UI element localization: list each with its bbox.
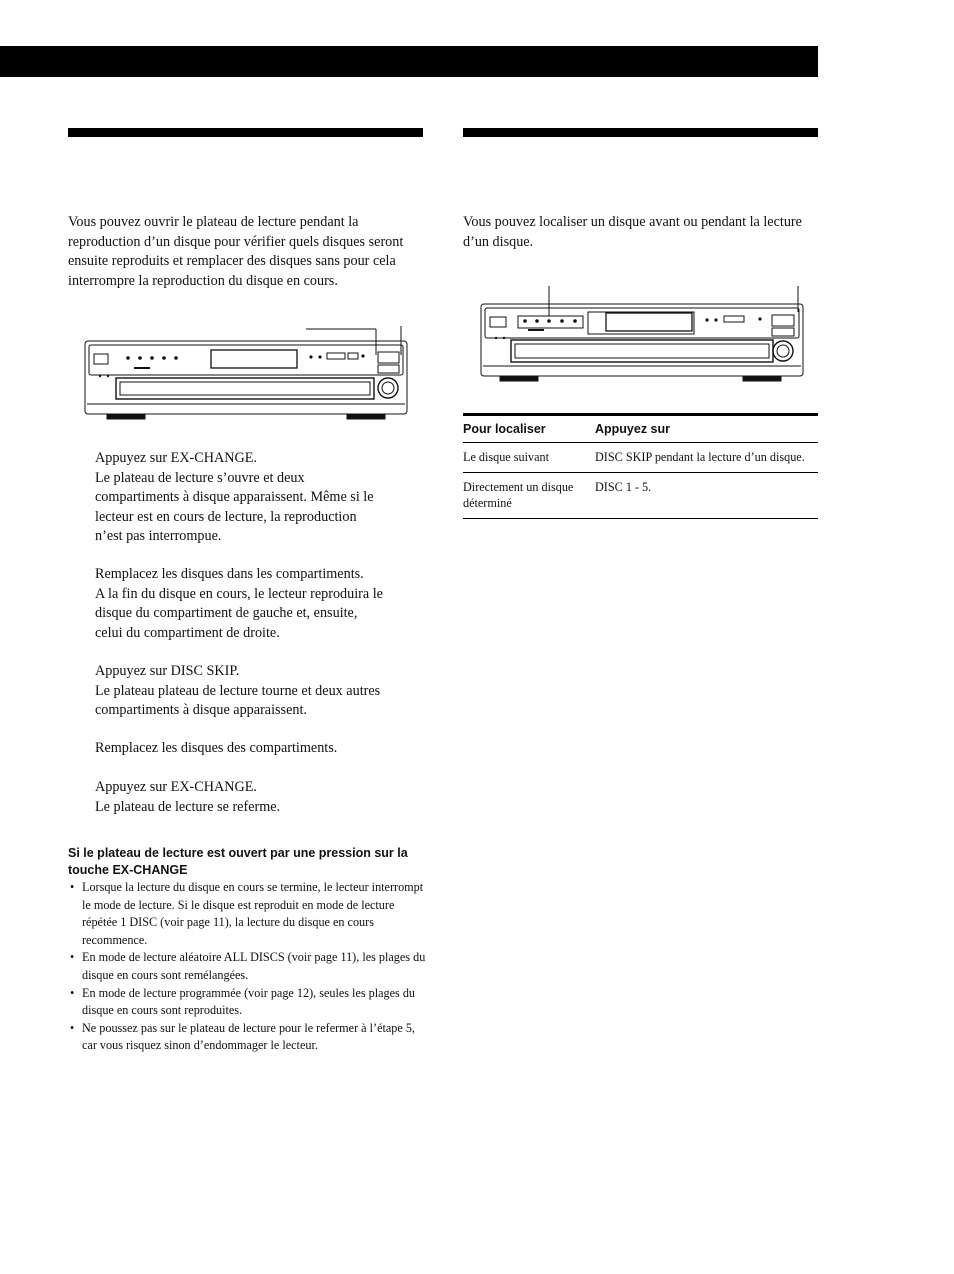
note-heading: Si le plateau de lecture est ouvert par une pression sur la touche EX-CHANGE (68, 846, 408, 877)
note-bullet: • En mode de lecture aléatoire ALL DISCS (voir page 11), les plages du disque en cours sont remélangées. (68, 949, 428, 984)
note-bullet-list (68, 879, 428, 1055)
table-cell: Le disque suivant (463, 443, 595, 473)
step-1: Appuyez sur EX-CHANGE. Le plateau de lecture s’ouvre et deux compartiments à disque apparaissent. Même si le lecteur est en cours de lecture, la reproduction n’est pas interrompue. (95, 450, 374, 545)
note-bullet: • Ne poussez pas sur le plateau de lecture pour le refermer à l’étape 5, car vous risquez sinon d’endommager le lecteur. (68, 1020, 428, 1055)
note-bullet: • En mode de lecture programmée (voir page 12), seules les plages du disque en cours sont reproduites. (68, 985, 428, 1020)
table-cell: Directement un disque déterminé (463, 473, 595, 519)
locate-disc-table (463, 413, 818, 519)
column-header: Appuyez sur (595, 415, 818, 443)
table-row (463, 443, 818, 473)
step-5: Appuyez sur EX-CHANGE. Le plateau de lecture se referme. (95, 779, 281, 815)
step-3: Appuyez sur DISC SKIP. Le plateau plateau de lecture tourne et deux autres compartiments à disque apparaissent. (95, 663, 381, 719)
step-2: Remplacez les disques dans les compartiments. A la fin du disque en cours, le lecteur reproduira le disque du compartiment de gauche et, ensuite, celui du compartiment de droite. (95, 566, 383, 641)
left-section-rule (68, 128, 423, 137)
right-section-rule (463, 128, 818, 137)
table-header-row (463, 415, 818, 443)
header-band (0, 46, 818, 77)
cd-player-illustration-left (82, 320, 412, 424)
right-intro: Vous pouvez localiser un disque avant ou pendant la lecture d’un disque. (463, 214, 802, 250)
cd-player-illustration-right (478, 284, 808, 386)
table-cell: DISC SKIP pendant la lecture d’un disque. (595, 443, 818, 473)
table-row (463, 473, 818, 519)
column-header: Pour localiser (463, 415, 595, 443)
left-intro: Vous pouvez ouvrir le plateau de lecture pendant la reproduction d’un disque pour vérifier quels disques seront ensuite reproduits et remplacer des disques sans pour cela interrompre la reproduction du disque en cours. (68, 214, 404, 289)
step-4: Remplacez les disques des compartiments. (95, 740, 338, 756)
note-bullet: • Lorsque la lecture du disque en cours se termine, le lecteur interrompt le mode de lecture. Si le disque est reproduit en mode de lecture répétée 1 DISC (voir page 11), la lecture du disque en cours recommence. (68, 879, 428, 949)
table-cell: DISC 1 - 5. (595, 473, 818, 519)
